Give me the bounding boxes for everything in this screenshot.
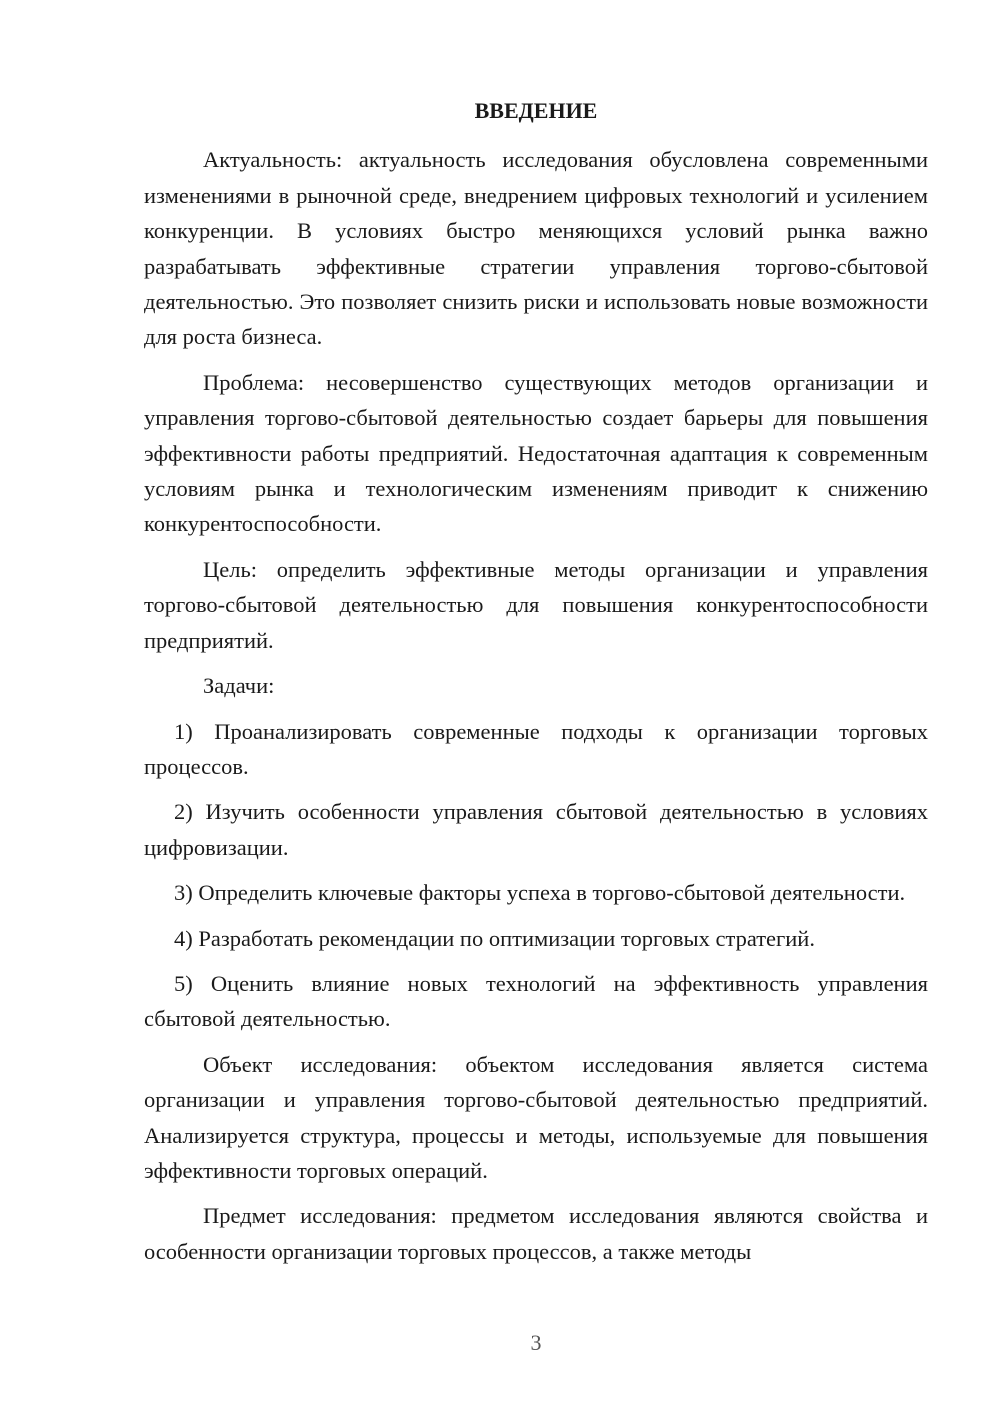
task-item-5: 5) Оценить влияние новых технологий на эффективность управления сбытовой деятельностью. [144, 970, 928, 1032]
subject-paragraph: Предмет исследования: предметом исследования являются свойства и особенности организации торговых процессов, а также методы [144, 1203, 928, 1264]
page-number: 3 [530, 1330, 542, 1355]
relevance-paragraph: Актуальность: актуальность исследования обусловлена современными изменениями в рыночной среде, внедрением цифровых технологий и усилением конкуренции. В условиях быстро меняющихся условий рынка важно разрабатывать эффективные стратегии управления торгово-сбытовой деятельностью. Это позволяет снизить риски и использовать новые возможности для роста бизнеса. [144, 147, 928, 350]
tasks-heading: Задачи: [203, 673, 275, 699]
task-item-1: 1) Проанализировать современные подходы к организации торговых процессов. [144, 718, 928, 779]
task-item-3: 3) Определить ключевые факторы успеха в торгово-сбытовой деятельности. [174, 880, 906, 906]
task-item-2: 2) Изучить особенности управления сбытовой деятельностью в условиях цифровизации. [144, 799, 928, 860]
task-item-4: 4) Разработать рекомендации по оптимизации торговых стратегий. [174, 925, 815, 951]
problem-paragraph: Проблема: несовершенство существующих методов организации и управления торгово-сбытовой деятельностью создает барьеры для повышения эффективности работы предприятий. Недостаточная адаптация к современным условиям рынка и технологическим изменениям приводит к снижению конкурентоспособности. [144, 369, 928, 537]
goal-paragraph: Цель: определить эффективные методы организации и управления торгово-сбытовой деятельностью для повышения конкурентоспособности предприятий. [144, 556, 928, 653]
page-title: ВВЕДЕНИЕ [474, 98, 598, 123]
page-content [144, 93, 928, 1279]
object-paragraph: Объект исследования: объектом исследования является система организации и управления торгово-сбытовой деятельностью предприятий. Анализируется структура, процессы и методы, используемые для повышения эффективности торговых операций. [144, 1051, 928, 1183]
